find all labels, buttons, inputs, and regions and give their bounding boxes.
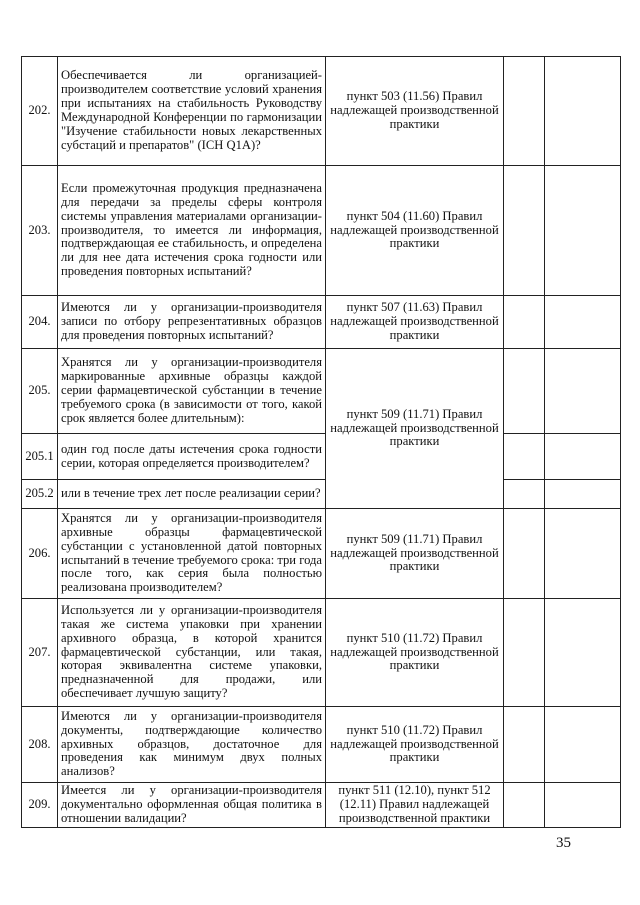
requirement-text: один год после даты истечения срока годности серии, которая определяется производителем? [58, 434, 326, 480]
regulation-reference: пункт 509 (11.71) Правил надлежащей производственной практики [326, 509, 504, 599]
requirement-text: Хранятся ли у организации-производителя архивные образцы фармацевтической субстанции с установленной датой повторных испытаний в течение требуемого срока: три года после того, как серия была полностью реализована производителем? [58, 509, 326, 599]
check-cell [504, 783, 545, 828]
regulation-reference: пункт 507 (11.63) Правил надлежащей производственной практики [326, 296, 504, 349]
requirement-text: Хранятся ли у организации-производителя маркированные архивные образцы каждой серии фармацевтической субстанции в течение требуемого срока (в зависимости от того, какой срок является более длительным): [58, 349, 326, 434]
table-row [22, 599, 621, 707]
notes-cell [545, 57, 621, 166]
notes-cell [545, 296, 621, 349]
requirement-text: Имеются ли у организации-производителя записи по отбору репрезентативных образцов для проведения повторных испытаний? [58, 296, 326, 349]
requirement-text: Обеспечивается ли организацией-производителем соответствие условий хранения при испытаниях на стабильность Руководству Международной Конференции по гармонизации "Изучение стабильности новых лекарственных субстаций и препаратов" (ICH Q1A)? [58, 57, 326, 166]
table-row [22, 783, 621, 828]
requirement-text: Используется ли у организации-производителя такая же система упаковки при хранении архивного образца, в которой хранится фармацевтической субстанции, или такая, которая эквивалентна системе упаковки, предназначенной для продажи, или обеспечивает лучшую защиту? [58, 599, 326, 707]
check-cell [504, 509, 545, 599]
check-cell [504, 349, 545, 434]
regulation-reference: пункт 503 (11.56) Правил надлежащей производственной практики [326, 57, 504, 166]
checklist-table [21, 56, 621, 828]
notes-cell [545, 509, 621, 599]
notes-cell [545, 434, 621, 480]
item-number: 203. [22, 166, 58, 296]
check-cell [504, 599, 545, 707]
table-row [22, 166, 621, 296]
item-number: 206. [22, 509, 58, 599]
requirement-text: Имеется ли у организации-производителя документально оформленная общая политика в отношении валидации? [58, 783, 326, 828]
item-number: 207. [22, 599, 58, 707]
item-number: 209. [22, 783, 58, 828]
table-row [22, 707, 621, 783]
regulation-reference: пункт 510 (11.72) Правил надлежащей производственной практики [326, 599, 504, 707]
table-row [22, 296, 621, 349]
notes-cell [545, 599, 621, 707]
check-cell [504, 480, 545, 509]
notes-cell [545, 166, 621, 296]
notes-cell [545, 783, 621, 828]
item-number: 205. [22, 349, 58, 434]
requirement-text: Имеются ли у организации-производителя документы, подтверждающие количество архивных образцов, достаточное для проведения как минимум двух полных анализов? [58, 707, 326, 783]
notes-cell [545, 707, 621, 783]
table-row [22, 434, 621, 480]
check-cell [504, 707, 545, 783]
notes-cell [545, 480, 621, 509]
regulation-reference: пункт 511 (12.10), пункт 512 (12.11) Правил надлежащей производственной практики [326, 783, 504, 828]
table-row [22, 509, 621, 599]
item-number: 205.1 [22, 434, 58, 480]
item-number: 208. [22, 707, 58, 783]
item-number: 205.2 [22, 480, 58, 509]
requirement-text: или в течение трех лет после реализации серии? [58, 480, 326, 509]
notes-cell [545, 349, 621, 434]
check-cell [504, 296, 545, 349]
regulation-reference: пункт 510 (11.72) Правил надлежащей производственной практики [326, 707, 504, 783]
check-cell [504, 166, 545, 296]
table-row [22, 349, 621, 434]
item-number: 202. [22, 57, 58, 166]
regulation-reference: пункт 509 (11.71) Правил надлежащей производственной практики [326, 349, 504, 509]
check-cell [504, 57, 545, 166]
page-number: 35 [556, 835, 571, 851]
item-number: 204. [22, 296, 58, 349]
table-row [22, 480, 621, 509]
table-row [22, 57, 621, 166]
requirement-text: Если промежуточная продукция предназначена для передачи за пределы сферы контроля системы управления материалами организации-производителя, то имеется ли информация, подтверждающая ее стабильность, и определена ли для нее дата истечения срока годности или проведения повторных испытаний? [58, 166, 326, 296]
check-cell [504, 434, 545, 480]
regulation-reference: пункт 504 (11.60) Правил надлежащей производственной практики [326, 166, 504, 296]
